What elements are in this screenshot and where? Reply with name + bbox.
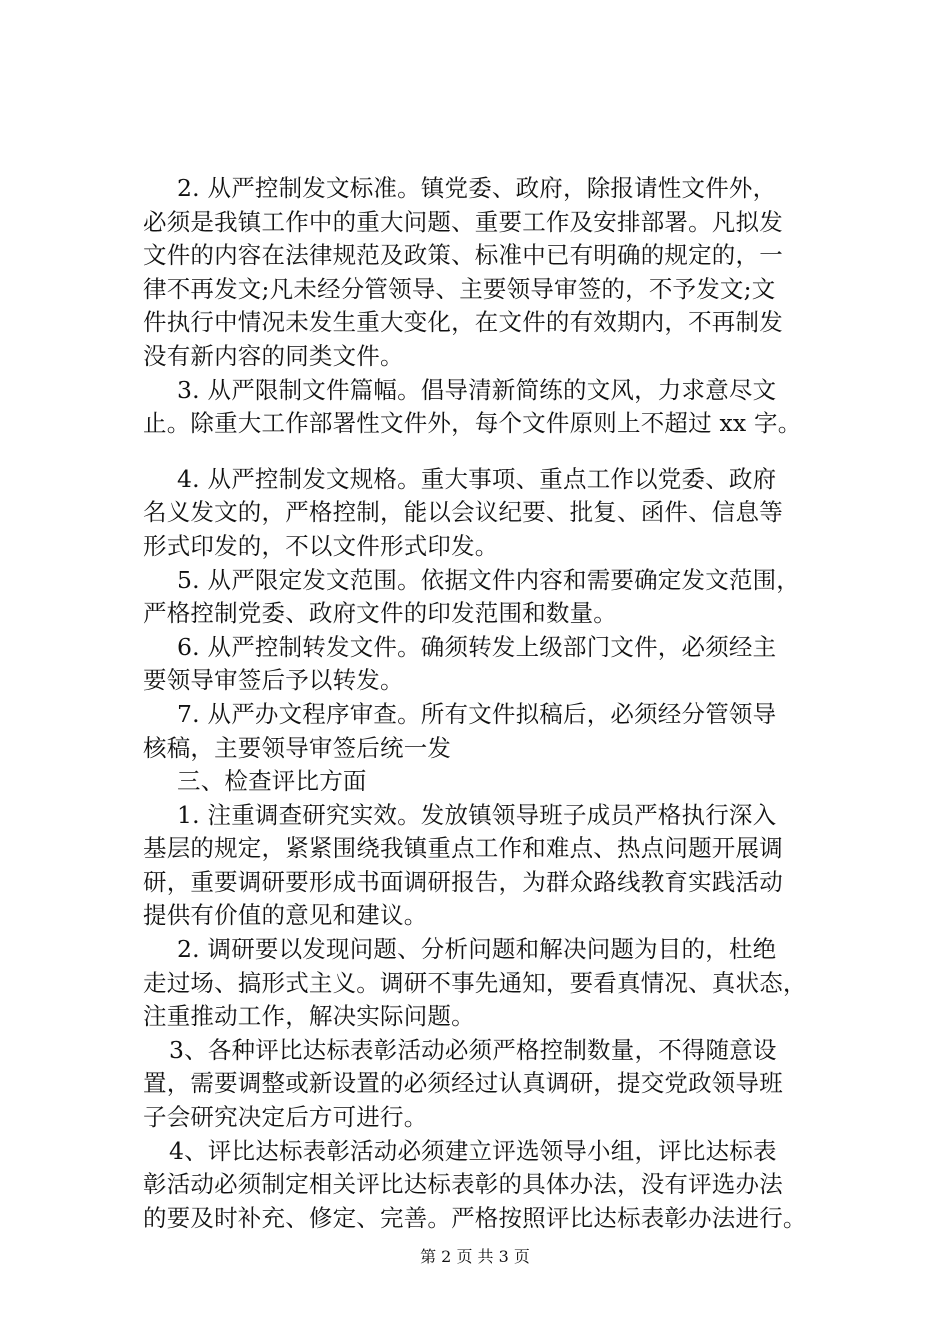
text-line: 1. 注重调查研究实效。发放镇领导班子成员严格执行深入 bbox=[177, 800, 777, 829]
paragraph-5-scope bbox=[143, 564, 833, 631]
text-line: 基层的规定，紧紧围绕我镇重点工作和难点、热点问题开展调 bbox=[143, 834, 783, 863]
paragraph-7-review bbox=[143, 698, 833, 765]
paragraph-2-research-goal bbox=[143, 933, 833, 1034]
text-line: 3、各种评比达标表彰活动必须严格控制数量，不得随意设 bbox=[169, 1035, 777, 1064]
text-line: 件执行中情况未发生重大变化，在文件的有效期内，不再制发 bbox=[143, 308, 783, 337]
section-heading-inspection bbox=[143, 765, 833, 799]
text-line: 彰活动必须制定相关评比达标表彰的具体办法，没有评选办法 bbox=[143, 1170, 783, 1199]
text-line: 提供有价值的意见和建议。 bbox=[143, 901, 428, 930]
section-heading: 三、检查评比方面 bbox=[177, 767, 367, 796]
paragraph-4-evaluation-group bbox=[143, 1135, 833, 1236]
text-line: 6. 从严控制转发文件。确须转发上级部门文件，必须经主 bbox=[177, 632, 777, 661]
text-line: 止。除重大工作部署性文件外，每个文件原则上不超过 xx 字。 bbox=[143, 409, 802, 438]
text-line: 研，重要调研要形成书面调研报告，为群众路线教育实践活动 bbox=[143, 867, 783, 896]
text-line: 形式印发的，不以文件形式印发。 bbox=[143, 531, 499, 560]
text-line: 子会研究决定后方可进行。 bbox=[143, 1103, 428, 1132]
paragraph-3-evaluation bbox=[143, 1034, 833, 1135]
text-line: 必须是我镇工作中的重大问题、重要工作及安排部署。凡拟发 bbox=[143, 207, 783, 236]
text-line: 5. 从严限定发文范围。依据文件内容和需要确定发文范围， bbox=[177, 565, 800, 594]
text-line: 要领导审签后予以转发。 bbox=[143, 666, 404, 695]
paragraph-6-forwarding bbox=[143, 631, 833, 698]
text-line: 走过场、搞形式主义。调研不事先通知，要看真情况、真状态， bbox=[143, 968, 807, 997]
paragraph-gap bbox=[143, 441, 833, 463]
text-line: 4、评比达标表彰活动必须建立评选领导小组，评比达标表 bbox=[169, 1136, 777, 1165]
text-line: 名义发文的，严格控制，能以会议纪要、批复、函件、信息等 bbox=[143, 498, 783, 527]
document-body bbox=[143, 172, 833, 1235]
paragraph-3-length bbox=[143, 374, 833, 441]
text-line: 律不再发文;凡未经分管领导、主要领导审签的，不予发文;文 bbox=[143, 274, 776, 303]
text-line: 3. 从严限制文件篇幅。倡导清新简练的文风，力求意尽文 bbox=[177, 375, 777, 404]
text-line: 置，需要调整或新设置的必须经过认真调研，提交党政领导班 bbox=[143, 1069, 783, 1098]
text-line: 注重推动工作，解决实际问题。 bbox=[143, 1002, 475, 1031]
page-number-footer: 第 2 页 共 3 页 bbox=[420, 1247, 530, 1266]
text-line: 2. 调研要以发现问题、分析问题和解决问题为目的，杜绝 bbox=[177, 935, 777, 964]
text-line: 2. 从严控制发文标准。镇党委、政府，除报请性文件外， bbox=[177, 174, 777, 202]
text-line: 4. 从严控制发文规格。重大事项、重点工作以党委、政府 bbox=[177, 464, 777, 493]
text-line: 核稿，主要领导审签后统一发 bbox=[143, 733, 452, 762]
paragraph-2-standards bbox=[143, 172, 833, 374]
text-line: 文件的内容在法律规范及政策、标准中已有明确的规定的，一 bbox=[143, 241, 783, 270]
text-line: 7. 从严办文程序审查。所有文件拟稿后，必须经分管领导 bbox=[177, 699, 777, 728]
text-line: 严格控制党委、政府文件的印发范围和数量。 bbox=[143, 599, 617, 628]
paragraph-4-specification bbox=[143, 463, 833, 564]
text-line: 的要及时补充、修定、完善。严格按照评比达标表彰办法进行。 bbox=[143, 1203, 807, 1232]
text-line: 没有新内容的同类文件。 bbox=[143, 341, 404, 370]
paragraph-1-research bbox=[143, 799, 833, 933]
